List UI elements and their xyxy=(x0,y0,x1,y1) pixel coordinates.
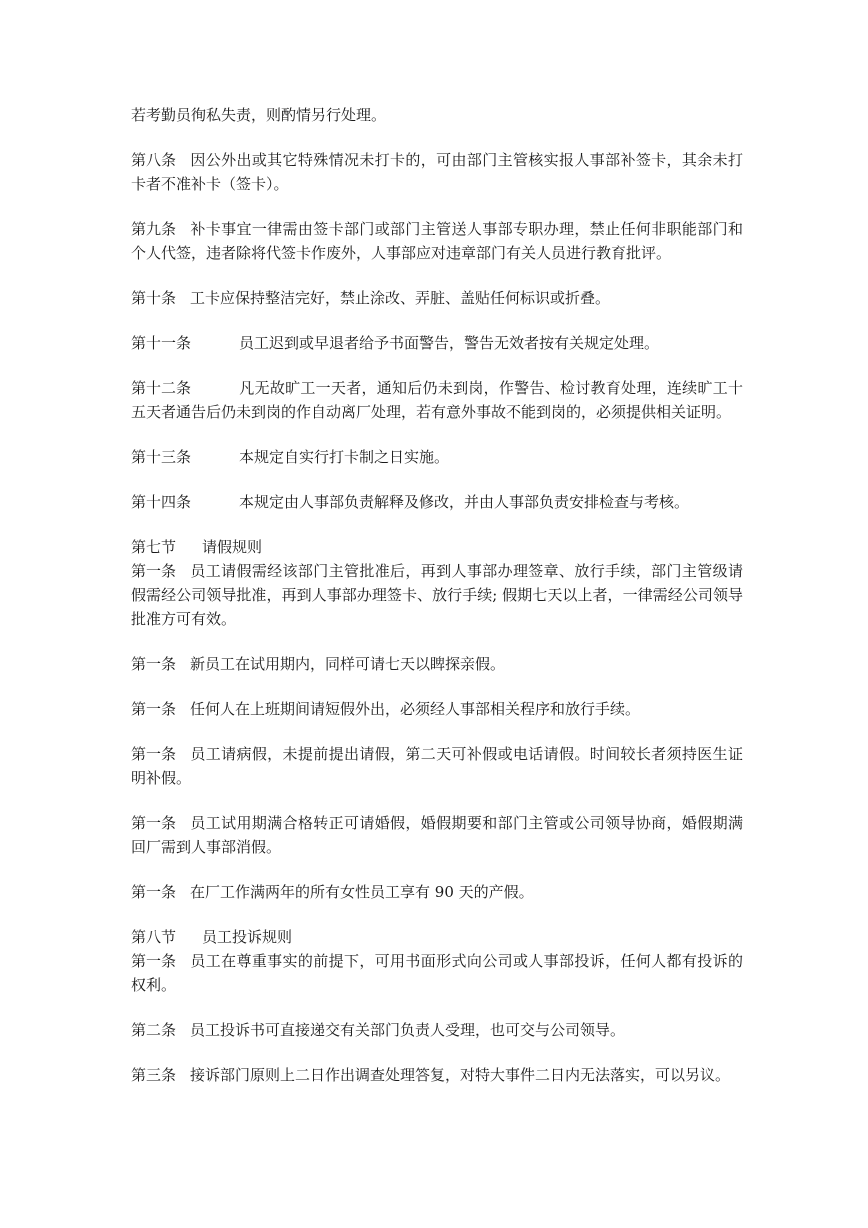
complaint-article xyxy=(131,949,743,997)
article-text: 补卡事宜一律需由签卡部门或部门主管送人事部专职办理，禁止任何非职能部门和个人代签，违者除将代签卡作废外，人事部应对违章部门有关人员进行教育批评。 xyxy=(131,220,743,262)
article-number: 第十一条 xyxy=(131,334,192,352)
article-number: 第一条 xyxy=(131,952,177,970)
complaint-article xyxy=(131,1018,743,1042)
document-page xyxy=(131,103,743,1087)
article-number: 第十三条 xyxy=(131,448,192,466)
article-text: 员工迟到或早退者给予书面警告，警告无效者按有关规定处理。 xyxy=(239,334,660,352)
article-text: 新员工在试用期内，同样可请七天以睥探亲假。 xyxy=(190,655,506,673)
article-number: 第二条 xyxy=(131,1021,177,1039)
article-text: 因公外出或其它特殊情况未打卡的，可由部门主管核实报人事部补签卡，其余未打卡者不准补卡（签卡）。 xyxy=(131,151,743,193)
article-number: 第十条 xyxy=(131,289,177,307)
section-8-heading xyxy=(131,925,743,949)
article-text: 员工请病假，未提前提出请假，第二天可补假或电话请假。时间较长者须持医生证明补假。 xyxy=(131,745,743,787)
article-text: 员工在尊重事实的前提下，可用书面形式向公司或人事部投诉，任何人都有投诉的权利。 xyxy=(131,952,743,994)
section-number: 第八节 xyxy=(131,928,177,946)
article-text: 员工投诉书可直接递交有关部门负责人受理，也可交与公司领导。 xyxy=(190,1021,626,1039)
article-number: 第一条 xyxy=(131,562,177,580)
article-9 xyxy=(131,217,743,265)
article-number: 第一条 xyxy=(131,700,177,718)
article-text: 本规定由人事部负责解释及修改，并由人事部负责安排检查与考核。 xyxy=(239,493,690,511)
article-text: 员工试用期满合格转正可请婚假，婚假期要和部门主管或公司领导协商，婚假期满回厂需到人事部消假。 xyxy=(131,814,743,856)
article-8 xyxy=(131,148,743,196)
leave-article xyxy=(131,652,743,676)
article-text: 员工请假需经该部门主管批准后，再到人事部办理签章、放行手续，部门主管级请假需经公司领导批准，再到人事部办理签卡、放行手续; 假期七天以上者，一律需经公司领导批准方可有效。 xyxy=(131,562,743,628)
paragraph-text: 若考勤员徇私失责，则酌情另行处理。 xyxy=(131,106,387,124)
leave-article xyxy=(131,880,743,904)
leave-article xyxy=(131,811,743,859)
leave-article xyxy=(131,559,743,631)
article-number: 第一条 xyxy=(131,655,177,673)
article-number: 第一条 xyxy=(131,883,177,901)
section-7-heading xyxy=(131,535,743,559)
article-text: 本规定自实行打卡制之日实施。 xyxy=(239,448,450,466)
article-number: 第十二条 xyxy=(131,379,192,397)
article-number: 第一条 xyxy=(131,745,177,763)
article-10 xyxy=(131,286,743,310)
section-title: 请假规则 xyxy=(202,538,263,556)
article-number: 第一条 xyxy=(131,814,177,832)
article-12 xyxy=(131,376,743,424)
leave-article xyxy=(131,697,743,721)
section-number: 第七节 xyxy=(131,538,177,556)
article-text: 任何人在上班期间请短假外出，必须经人事部相关程序和放行手续。 xyxy=(190,700,641,718)
article-number: 第九条 xyxy=(131,220,177,238)
paragraph-continuation xyxy=(131,103,743,127)
article-text: 凡无故旷工一天者，通知后仍未到岗，作警告、检讨教育处理，连续旷工十五天者通告后仍未到岗的作自动离厂处理，若有意外事故不能到岗的，必须提供相关证明。 xyxy=(131,379,743,421)
article-13 xyxy=(131,445,743,469)
article-number: 第三条 xyxy=(131,1066,177,1084)
complaint-article xyxy=(131,1063,743,1087)
article-number: 第八条 xyxy=(131,151,177,169)
section-title: 员工投诉规则 xyxy=(202,928,293,946)
leave-article xyxy=(131,742,743,790)
article-text: 工卡应保持整洁完好，禁止涂改、弄脏、盖贴任何标识或折叠。 xyxy=(190,289,611,307)
article-text: 接诉部门原则上二日作出调查处理答复，对特大事件二日内无法落实，可以另议。 xyxy=(190,1066,731,1084)
article-11 xyxy=(131,331,743,355)
article-14 xyxy=(131,490,743,514)
article-text: 在厂工作满两年的所有女性员工享有 90 天的产假。 xyxy=(190,883,534,901)
article-number: 第十四条 xyxy=(131,493,192,511)
